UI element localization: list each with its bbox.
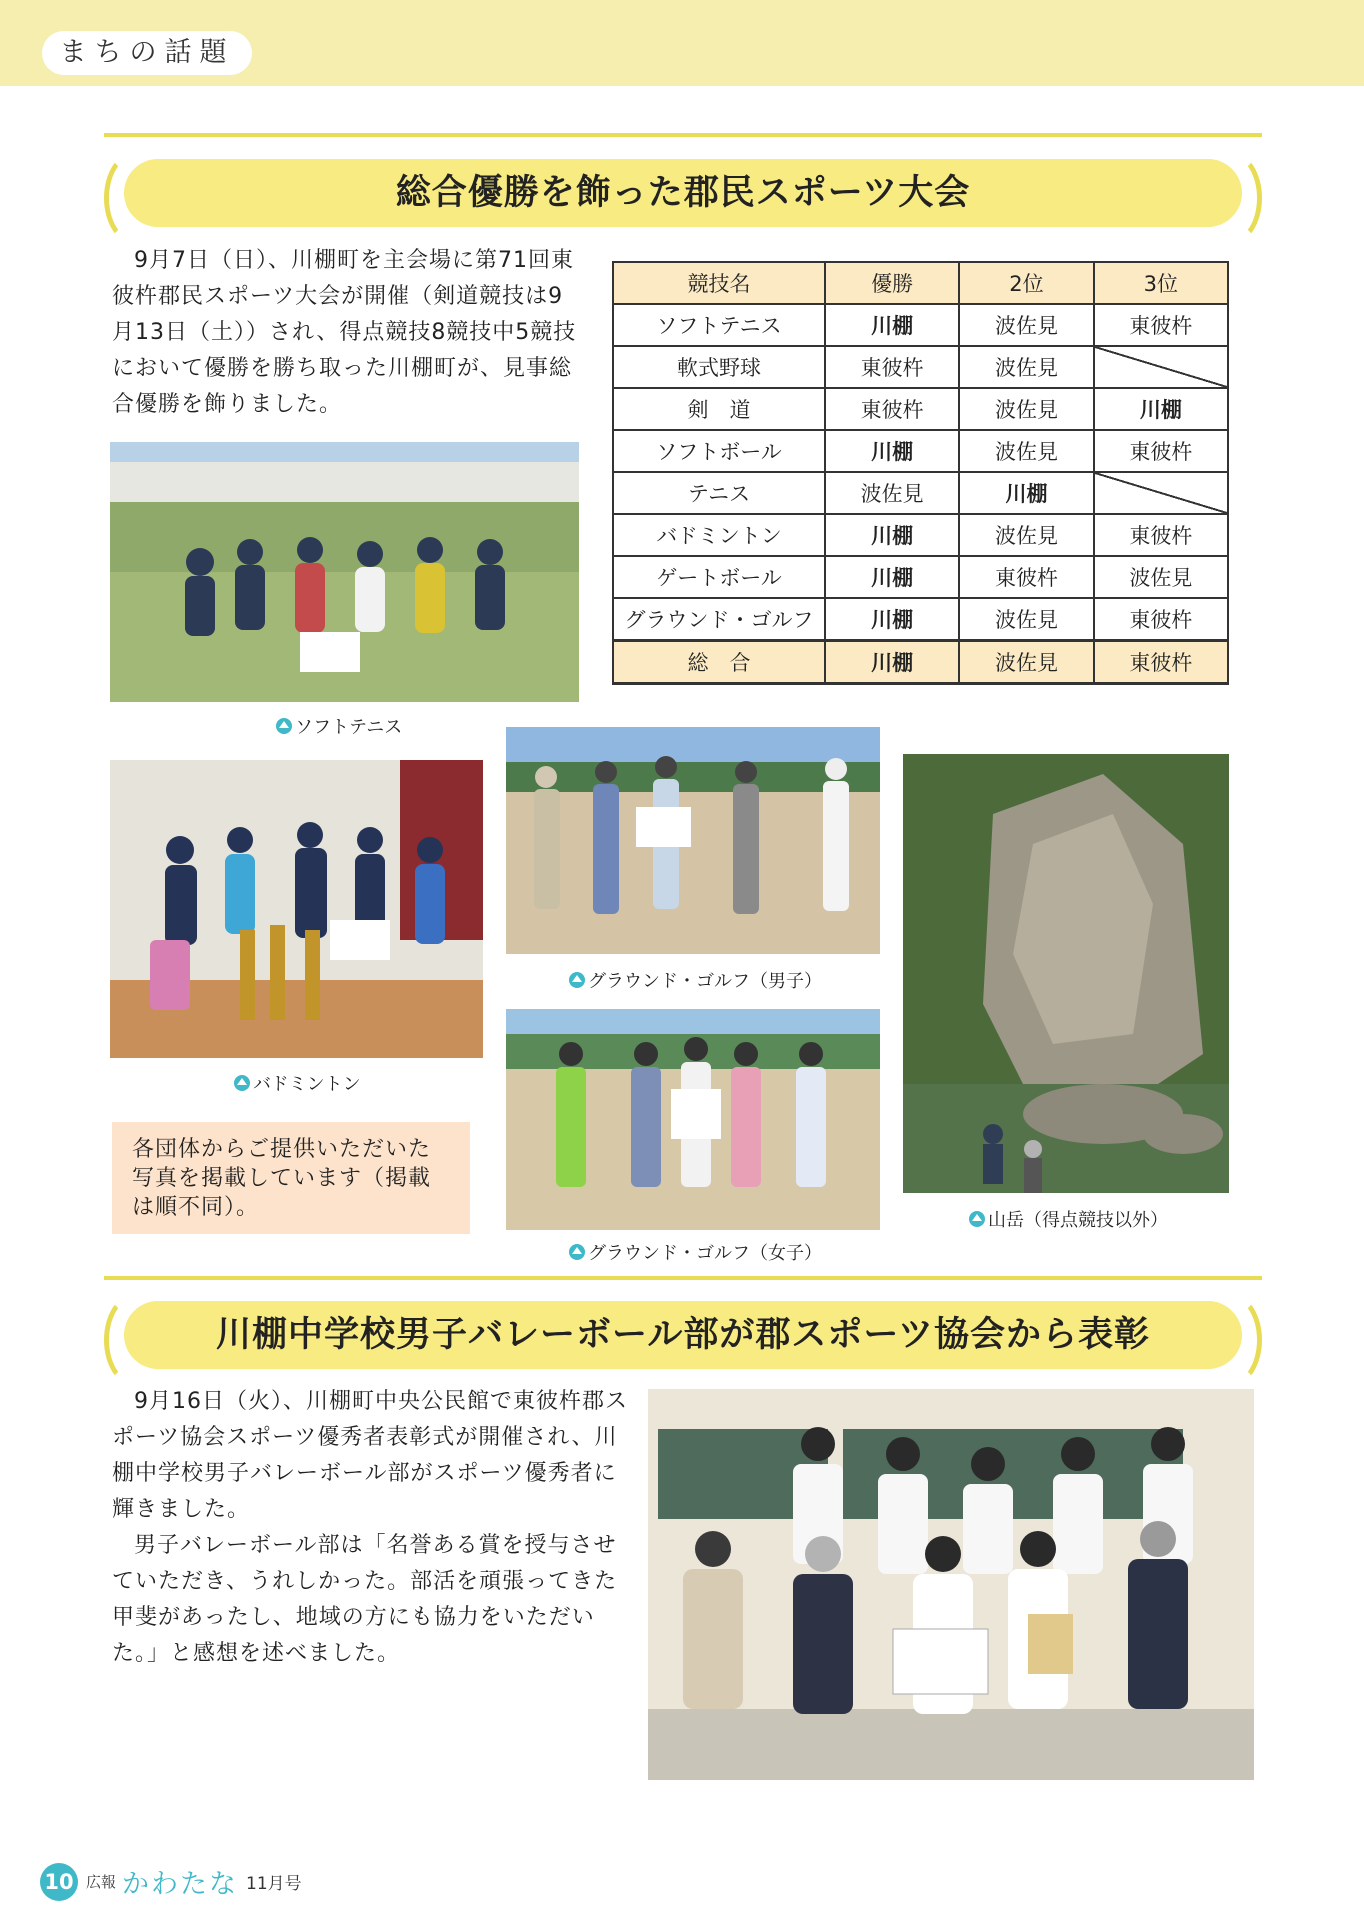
header-first: 優勝 xyxy=(825,262,959,304)
table-row xyxy=(613,304,1228,346)
first-cell: 川棚 xyxy=(825,598,959,641)
event-cell: 軟式野球 xyxy=(613,346,825,388)
article1-heading-banner xyxy=(104,152,1262,234)
article2-rule xyxy=(104,1276,1262,1280)
badminton-caption xyxy=(234,1070,361,1096)
caption-marker-icon xyxy=(969,1211,985,1227)
article1-rule xyxy=(104,133,1262,137)
footer-koho: 広報 xyxy=(86,1873,117,1891)
table-row xyxy=(613,346,1228,388)
empty-cell xyxy=(1094,472,1228,514)
event-cell: バドミントン xyxy=(613,514,825,556)
ground-golf-men-photo xyxy=(506,727,880,954)
second-cell: 川棚 xyxy=(959,472,1093,514)
ground-golf-women-photo xyxy=(506,1009,880,1230)
first-cell: 波佐見 xyxy=(825,472,959,514)
article2-body xyxy=(112,1384,634,1672)
third-cell: 波佐見 xyxy=(1094,556,1228,598)
total-label: 総 合 xyxy=(613,641,825,684)
caption-text: グラウンド・ゴルフ（男子） xyxy=(588,971,822,992)
caption-marker-icon xyxy=(234,1075,250,1091)
total-second: 波佐見 xyxy=(959,641,1093,684)
first-cell: 東彼杵 xyxy=(825,388,959,430)
caption-text: グラウンド・ゴルフ（女子） xyxy=(588,1243,822,1264)
header-third: 3位 xyxy=(1094,262,1228,304)
first-cell: 川棚 xyxy=(825,514,959,556)
caption-marker-icon xyxy=(569,972,585,988)
caption-text: ソフトテニス xyxy=(295,717,403,738)
event-cell: テニス xyxy=(613,472,825,514)
event-cell: ソフトボール xyxy=(613,430,825,472)
header-event: 競技名 xyxy=(613,262,825,304)
second-cell: 波佐見 xyxy=(959,598,1093,641)
second-cell: 波佐見 xyxy=(959,430,1093,472)
event-cell: 剣 道 xyxy=(613,388,825,430)
article1-paragraph: 9月7日（日）、川棚町を主会場に第71回東彼杵郡民スポーツ大会が開催（剣道競技は9月13日（土））され、得点競技8競技中5競技において優勝を勝ち取った川棚町が、見事総合優勝を飾りました。 xyxy=(112,248,577,417)
table-row xyxy=(613,514,1228,556)
event-cell: グラウンド・ゴルフ xyxy=(613,598,825,641)
third-cell: 東彼杵 xyxy=(1094,304,1228,346)
soft-tennis-photo xyxy=(110,442,579,702)
mountain-photo xyxy=(903,754,1229,1193)
third-cell: 東彼杵 xyxy=(1094,598,1228,641)
empty-cell xyxy=(1094,346,1228,388)
caption-text: バドミントン xyxy=(253,1074,361,1095)
table-row xyxy=(613,388,1228,430)
article2-heading: 川棚中学校男子バレーボール部が郡スポーツ協会から表彰 xyxy=(124,1301,1242,1369)
results-header-row xyxy=(613,262,1228,304)
article2-paragraph-1: 9月16日（火）、川棚町中央公民館で東彼杵郡スポーツ協会スポーツ優秀者表彰式が開催され、川棚中学校男子バレーボール部がスポーツ優秀者に輝きました。 xyxy=(112,1389,628,1522)
event-cell: ソフトテニス xyxy=(613,304,825,346)
article1-heading: 総合優勝を飾った郡民スポーツ大会 xyxy=(124,159,1242,227)
section-tab: まちの話題 xyxy=(42,31,252,75)
total-first: 川棚 xyxy=(825,641,959,684)
second-cell: 波佐見 xyxy=(959,514,1093,556)
ground-golf-men-caption xyxy=(569,967,822,993)
first-cell: 川棚 xyxy=(825,556,959,598)
article2-paragraph-2: 男子バレーボール部は「名誉ある賞を授与させていただき、うれしかった。部活を頑張ってきた甲斐があったし、地域の方にも協力をいただいた。」と感想を述べました。 xyxy=(112,1533,618,1666)
caption-marker-icon xyxy=(569,1244,585,1260)
badminton-photo xyxy=(110,760,483,1058)
footer-brand: かわたな xyxy=(122,1869,239,1900)
note-box: 各団体からご提供いただいた写真を掲載しています（掲載は順不同）。 xyxy=(112,1122,470,1234)
article2-heading-banner xyxy=(104,1294,1262,1376)
first-cell: 川棚 xyxy=(825,430,959,472)
first-cell: 東彼杵 xyxy=(825,346,959,388)
footer xyxy=(40,1862,302,1901)
caption-text: 山岳（得点競技以外） xyxy=(988,1210,1168,1231)
article1-body xyxy=(112,243,582,423)
page-number: 10 xyxy=(40,1863,78,1901)
table-row xyxy=(613,430,1228,472)
third-cell: 東彼杵 xyxy=(1094,430,1228,472)
header-second: 2位 xyxy=(959,262,1093,304)
footer-issue: 11月号 xyxy=(246,1874,302,1894)
table-row xyxy=(613,598,1228,641)
ground-golf-women-caption xyxy=(569,1239,822,1265)
soft-tennis-caption xyxy=(276,713,402,739)
second-cell: 波佐見 xyxy=(959,304,1093,346)
second-cell: 東彼杵 xyxy=(959,556,1093,598)
event-cell: ゲートボール xyxy=(613,556,825,598)
caption-marker-icon xyxy=(276,718,292,734)
first-cell: 川棚 xyxy=(825,304,959,346)
mountain-caption xyxy=(969,1206,1168,1232)
table-row xyxy=(613,472,1228,514)
volleyball-award-photo xyxy=(648,1389,1254,1780)
total-row xyxy=(613,641,1228,684)
second-cell: 波佐見 xyxy=(959,346,1093,388)
total-third: 東彼杵 xyxy=(1094,641,1228,684)
second-cell: 波佐見 xyxy=(959,388,1093,430)
third-cell: 東彼杵 xyxy=(1094,514,1228,556)
results-table xyxy=(612,261,1229,685)
table-row xyxy=(613,556,1228,598)
third-cell: 川棚 xyxy=(1094,388,1228,430)
